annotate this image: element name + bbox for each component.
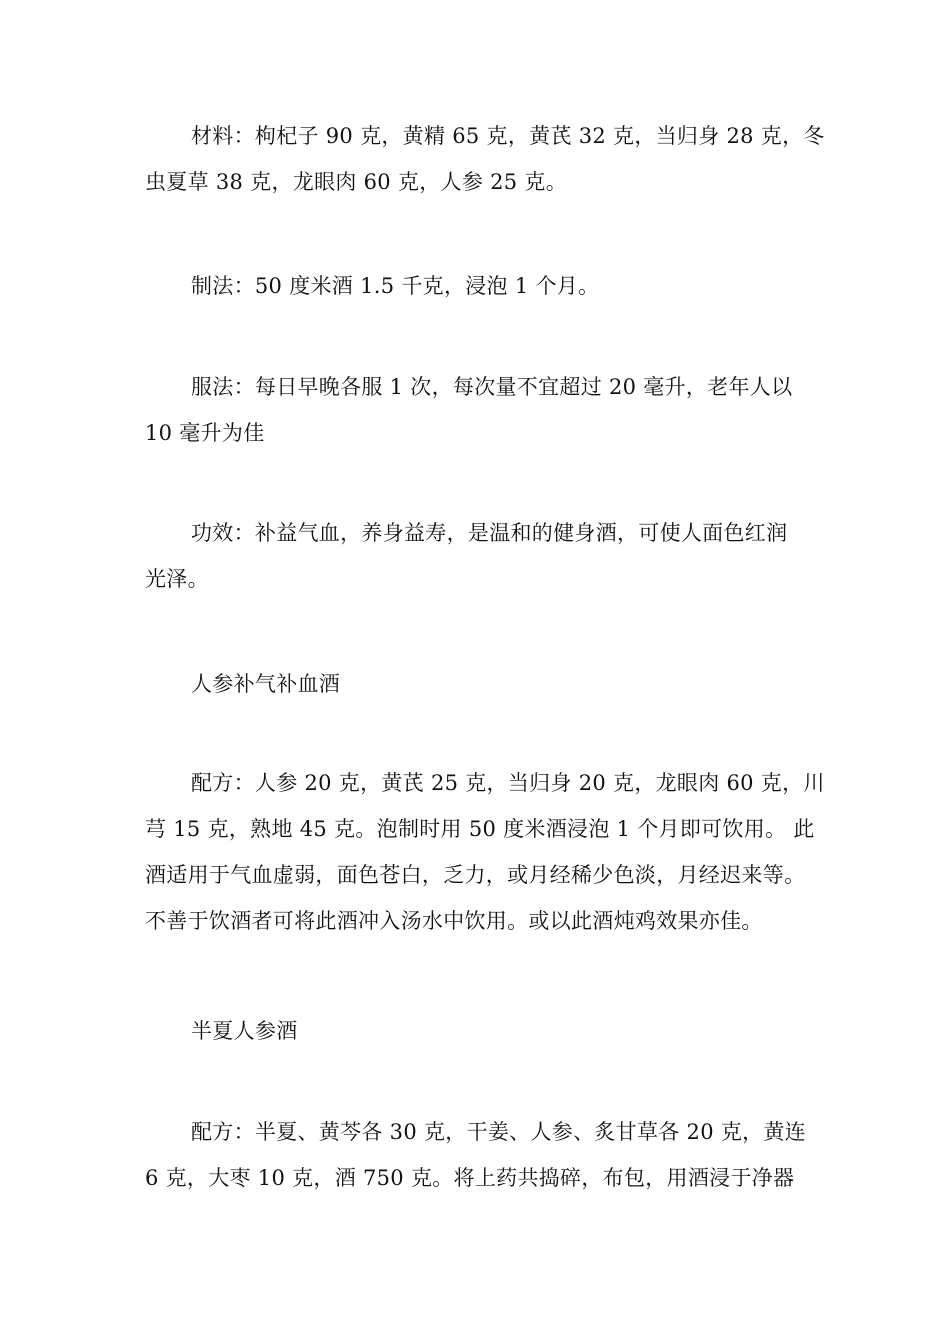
paragraph-dosage — [145, 364, 810, 456]
text-line: 芎 15 克，熟地 45 克。泡制时用 50 度米酒浸泡 1 个月即可饮用。 此 — [145, 817, 815, 841]
text-line: 虫夏草 38 克，龙眼肉 60 克，人参 25 克。 — [145, 170, 568, 194]
text-line: 人参补气补血酒 — [191, 672, 341, 696]
text-line: 6 克，大枣 10 克，酒 750 克。将上药共捣碎，布包，用酒浸于净器 — [145, 1166, 795, 1190]
text-line: 不善于饮酒者可将此酒冲入汤水中饮用。或以此酒炖鸡效果亦佳。 — [145, 909, 763, 933]
text-line: 服法：每日早晚各服 1 次，每次量不宜超过 20 毫升，老年人以 — [191, 375, 793, 399]
heading-pinellia-ginseng-wine — [145, 1008, 810, 1054]
text-line: 酒适用于气血虚弱，面色苍白，乏力，或月经稀少色淡，月经迟来等。 — [145, 863, 806, 887]
paragraph-efficacy — [145, 510, 810, 602]
text-line: 功效：补益气血，养身益寿，是温和的健身酒，可使人面色红润 — [191, 521, 788, 545]
text-line: 10 毫升为佳 — [145, 421, 265, 445]
text-line: 光泽。 — [145, 567, 209, 591]
text-line: 配方：人参 20 克，黄芪 25 克，当归身 20 克，龙眼肉 60 克，川 — [191, 771, 825, 795]
heading-ginseng-wine — [145, 661, 810, 707]
paragraph-materials — [145, 113, 825, 205]
paragraph-formula-2 — [145, 1109, 810, 1201]
paragraph-formula-1 — [145, 760, 825, 944]
text-line: 半夏人参酒 — [191, 1019, 298, 1043]
text-line: 配方：半夏、黄芩各 30 克，干姜、人参、炙甘草各 20 克，黄连 — [191, 1120, 807, 1144]
text-line: 制法：50 度米酒 1.5 千克，浸泡 1 个月。 — [191, 274, 600, 298]
text-line: 材料：枸杞子 90 克，黄精 65 克，黄芪 32 克，当归身 28 克，冬 — [191, 124, 825, 148]
paragraph-preparation — [145, 263, 810, 309]
